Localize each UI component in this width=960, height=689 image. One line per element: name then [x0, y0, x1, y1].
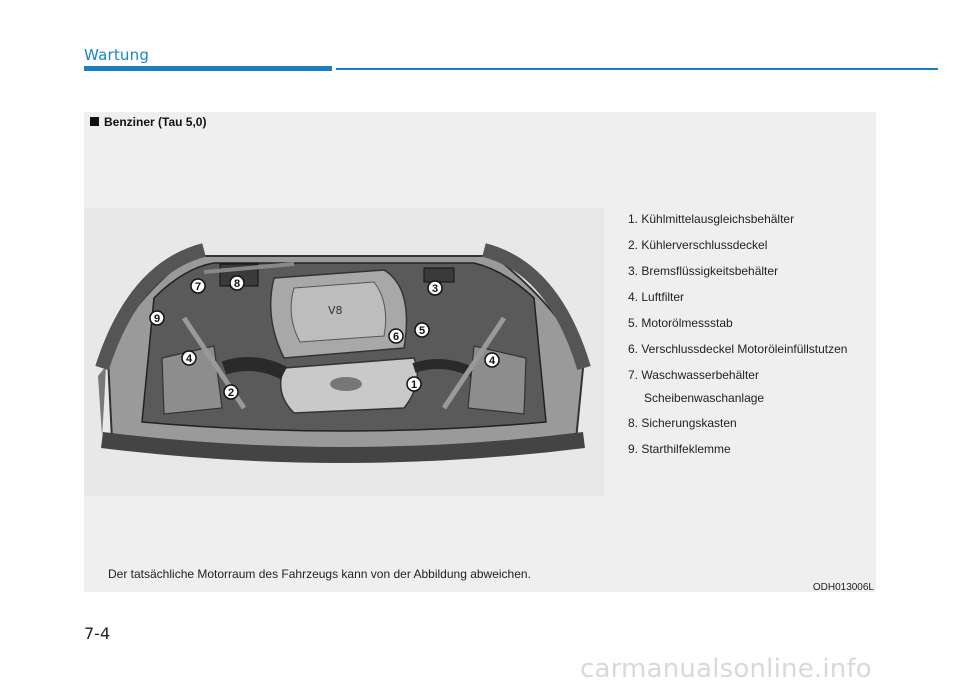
figure-code: ODH013006L [812, 582, 874, 593]
section-title: Wartung [84, 46, 150, 64]
svg-text:3: 3 [431, 283, 439, 295]
svg-text:7: 7 [194, 281, 202, 293]
legend-item-sub: Scheibenwaschanlage [644, 391, 765, 405]
legend-item: 2. Kühlerverschlussdeckel [628, 238, 768, 252]
legend-item: 5. Motorölmessstab [628, 316, 733, 330]
svg-text:5: 5 [418, 325, 426, 337]
svg-text:6: 6 [392, 331, 400, 343]
engine-bay-drawing [84, 208, 604, 496]
callout-4-right [485, 353, 499, 367]
legend-item: 3. Bremsflüssigkeitsbehälter [628, 264, 779, 278]
legend-item: 7. Waschwasserbehälter Scheibenwaschanlage [628, 368, 765, 405]
legend-item: 4. Luftfilter [628, 290, 685, 304]
svg-text:9: 9 [153, 313, 161, 325]
callout-3 [428, 281, 442, 295]
callout-7 [191, 279, 205, 293]
legend-item: 6. Verschlussdeckel Motoröleinfüllstutzen [628, 342, 848, 356]
svg-text:1: 1 [410, 379, 418, 391]
callout-5 [415, 323, 429, 337]
illustration-disclaimer: Der tatsächliche Motorraum des Fahrzeugs kann von der Abbildung abweichen. [108, 567, 531, 581]
svg-text:2: 2 [227, 387, 235, 399]
engine-bay-panel [84, 112, 876, 592]
callout-1 [407, 377, 421, 391]
callout-4-left [182, 351, 196, 365]
legend-item: 9. Starthilfeklemme [628, 442, 731, 456]
engine-bay-illustration [84, 208, 604, 496]
svg-text:4: 4 [488, 355, 496, 367]
engine-badge-text: V8 [328, 304, 343, 317]
panel-heading: Benziner (Tau 5,0) [90, 115, 206, 129]
watermark: carmanualsonline.info [580, 654, 872, 684]
header-rule [336, 68, 938, 70]
legend-item: 8. Sicherungskasten [628, 416, 737, 430]
callout-6 [389, 329, 403, 343]
page-number: 7-4 [84, 624, 111, 643]
svg-text:8: 8 [233, 278, 241, 290]
legend-item: 1. Kühlmittelausgleichsbehälter [628, 212, 795, 226]
square-bullet-icon [90, 117, 99, 126]
callout-8 [230, 276, 244, 290]
svg-text:4: 4 [185, 353, 193, 365]
header-rule-accent [84, 66, 332, 71]
callout-9 [150, 311, 164, 325]
callout-2 [224, 385, 238, 399]
